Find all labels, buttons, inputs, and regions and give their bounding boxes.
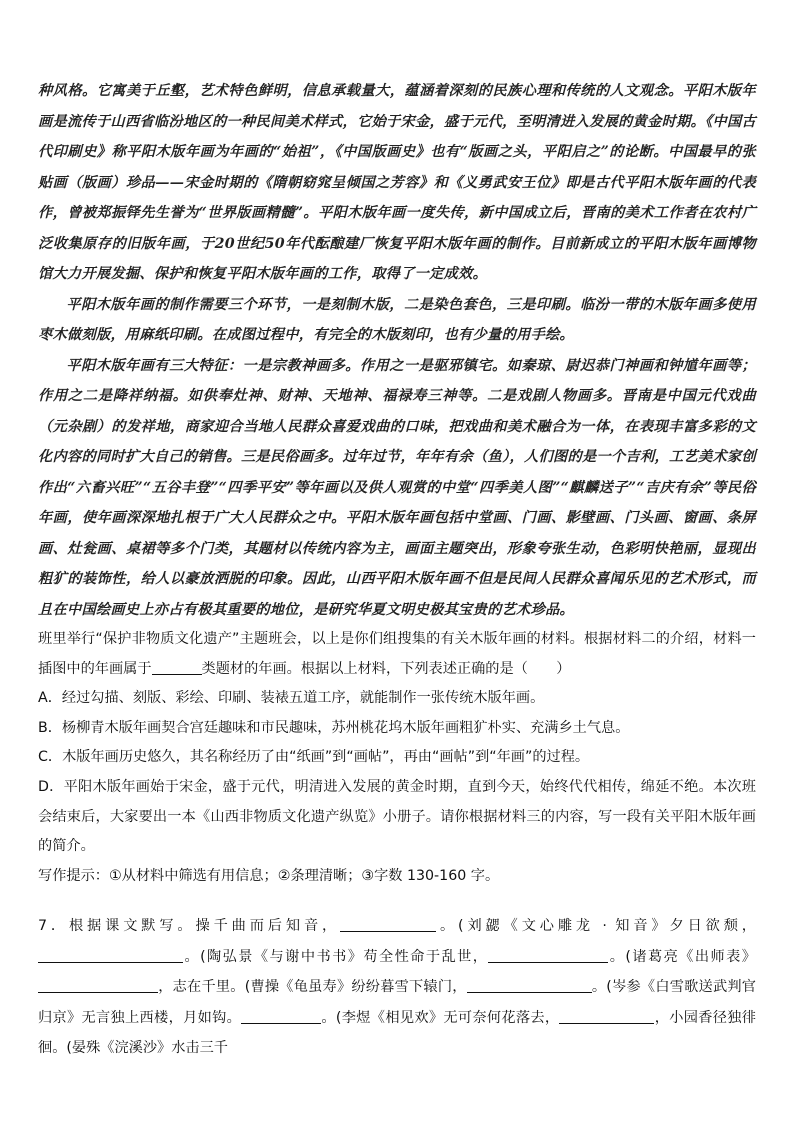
q7-segment: ，小园香径独徘徊。(晏殊《浣溪沙》水击三千 — [38, 1009, 756, 1056]
q7-segment: ，志在千里。(曹操《龟虽寿》纷纷暮雪下辕门， — [158, 979, 467, 996]
material-paragraph-2: 平阳木版年画的制作需要三个环节，一是刻制木版，二是染色套色，三是印刷。临汾一带的木版年画多使用枣木做刻版，用麻纸印刷。在成图过程中，有完全的木版刻印，也有少量的用手绘。 — [38, 296, 756, 343]
option-d: D．平阳木版年画始于宋金，盛于元代，明清进入发展的黄金时期，直到今天，始终代代相传，绵延不绝。本次班会结束后，大家要出一本《山西非物质文化遗产纵览》小册子。请你根据材料三的内容，写一段有关平阳木版年画的简介。 — [38, 778, 756, 855]
question-stem-part-1: 班里举行“保护非物质文化遗产”主题班会，以上是你们组搜集的有关木版年画的材料。根据材料二的介绍，材料一插图中的年画属于 — [38, 631, 756, 677]
option-a: A．经过勾描、刻版、彩绘、印刷、装裱五道工序，就能制作一张传统木版年画。 — [38, 690, 545, 707]
material-paragraph-3: 平阳木版年画有三大特征：一是宗教神画多。作用之一是驱邪镇宅。如秦琼、尉迟恭门神画和钟馗年画等；作用之二是降祥纳福。如供奉灶神、财神、天地神、福禄寿三神等。二是戏剧人物画多。晋南是中国元代戏曲（元杂剧）的发祥地，商家迎合当地人民群众喜爱戏曲的口味，把戏曲和美术融合为一体，在表现丰富多彩的文化内容的同时扩大自己的销售。三是民俗画多。过年过节，年年有余（鱼），人们图的是一个吉利，工艺美术家创作出“六畜兴旺”“五谷丰登”“四季平安”等年画以及供人观赏的中堂“四季美人图”“麒麟送子”“吉庆有余”等民俗年画，使年画深深地扎根于广大人民群众之中。平阳木版年画包括中堂画、门画、影壁画、门头画、窗画、条屏画、灶瓮画、桌裙等多个门类，其题材以传统内容为主，画面主题突出，形象夸张生动，色彩明快艳丽，显现出粗犷的装饰性，给人以豪放洒脱的印象。因此，山西平阳木版年画不但是民间人民群众喜闻乐见的艺术形式，而且在中国绘画史上亦占有极其重要的地位，是研究华夏文明史极其宝贵的艺术珍品。 — [38, 357, 756, 618]
question-stem-part-2: 类题材的年画。根据以上材料，下列表述正确的是（ ） — [201, 660, 571, 677]
answer-blank[interactable] — [559, 1007, 654, 1024]
question-6 — [38, 625, 756, 891]
writing-hint: 写作提示：①从材料中筛选有用信息；②条理清晰；③字数 130-160 字。 — [38, 867, 500, 884]
answer-blank[interactable] — [38, 976, 158, 993]
q7-segment: 。(诸葛亮《出师表》 — [608, 948, 756, 965]
q7-segment: 7．根据课文默写。操千曲而后知音， — [38, 918, 341, 935]
answer-blank[interactable] — [38, 946, 183, 963]
exam-page — [38, 76, 756, 1063]
q7-segment: 。(岑参《白雪歌送武判官归京》无言独上西楼，月如钩。 — [38, 979, 756, 1026]
question-stem — [38, 625, 756, 684]
option-c: C．木版年画历史悠久，其名称经历了由“纸画”到“画帖”，再由“画帖”到“年画”的过程。 — [38, 749, 590, 766]
q7-segment: 。(李煜《相见欢》无可奈何花落去， — [321, 1009, 560, 1026]
option-b: B．杨柳青木版年画契合宫廷趣味和市民趣味，苏州桃花坞木版年画粗犷朴实、充满乡土气息。 — [38, 719, 630, 736]
material-paragraph-1: 种风格。它寓美于丘壑，艺术特色鲜明，信息承载量大，蕴涵着深刻的民族心理和传统的人文观念。平阳木版年画是流传于山西省临汾地区的一种民间美术样式，它始于宋金，盛于元代，至明清进入发展的黄金时期。《中国古代印刷史》称平阳木版年画为年画的“始祖”，《中国版画史》也有“版画之头，平阳启之”的论断。中国最早的张贴画（版画）珍品——宋金时期的《隋朝窈窕呈倾国之芳容》和《义勇武安王位》即是古代平阳木版年画的代表作，曾被郑振铎先生誉为“世界版画精髓”。平阳木版年画一度失传，新中国成立后，晋南的美术工作者在农村广泛收集原存的旧版年画，于20世纪50年代酝酿建厂恢复平阳木版年画的制作。目前新成立的平阳木版年画博物馆大力开展发掘、保护和恢复平阳木版年画的工作，取得了一定成效。 — [38, 83, 756, 282]
question-7 — [38, 911, 756, 1063]
answer-blank[interactable] — [488, 946, 608, 963]
q7-segment: 。(陶弘景《与谢中书书》苟全性命于乱世， — [183, 948, 489, 965]
reading-material — [38, 76, 756, 625]
q7-segment: 。(刘勰《文心雕龙 · 知音》夕日欲颓， — [436, 918, 756, 935]
answer-blank[interactable] — [152, 658, 202, 675]
answer-blank[interactable] — [467, 976, 592, 993]
answer-blank[interactable] — [241, 1007, 321, 1024]
recitation-text — [38, 911, 756, 1063]
answer-blank[interactable] — [340, 915, 436, 932]
